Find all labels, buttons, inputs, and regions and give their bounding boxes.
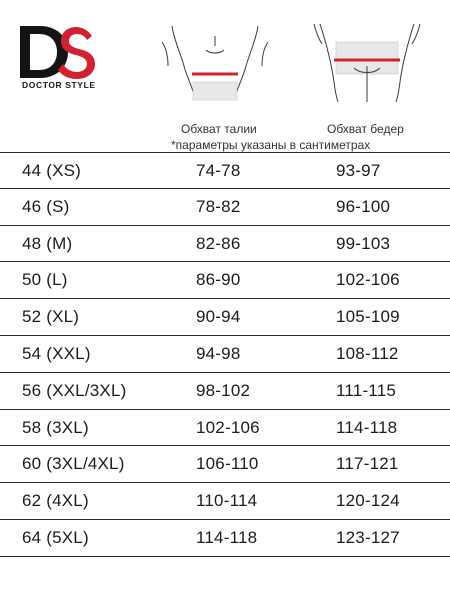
waist-measure-icon [160,22,270,102]
waist-figure [160,22,270,107]
header [0,0,450,160]
table-row [0,446,450,483]
hips-cell: 108-112 [336,343,399,363]
size-cell: 58 (3XL) [22,417,89,437]
table-row [0,299,450,336]
waist-cell: 114-118 [196,527,258,547]
waist-cell: 94-98 [196,343,241,363]
size-cell: 50 (L) [22,270,68,290]
waist-cell: 102-106 [196,417,260,437]
size-cell: 46 (S) [22,196,70,216]
hips-measure-icon [312,22,422,102]
size-cell: 62 (4XL) [22,491,89,511]
hips-column-header: Обхват бедер [327,122,404,136]
table-row [0,262,450,299]
hips-cell: 105-109 [336,307,400,327]
table-row [0,152,450,189]
size-cell: 60 (3XL/4XL) [22,454,125,474]
hips-cell: 123-127 [336,527,400,547]
waist-cell: 78-82 [196,196,241,216]
waist-cell: 74-78 [196,161,241,180]
size-cell: 64 (5XL) [22,527,89,547]
hips-cell: 102-106 [336,270,400,290]
size-cell: 54 (XXL) [22,343,91,363]
units-note: *параметры указаны в сантиметрах [171,138,371,152]
table-row [0,520,450,557]
table-row [0,189,450,226]
size-cell: 48 (M) [22,233,73,253]
ds-monogram-icon [18,24,98,80]
size-cell: 56 (XXL/3XL) [22,380,127,400]
waist-cell: 106-110 [196,454,259,474]
table-row [0,226,450,263]
hips-cell: 114-118 [336,417,398,437]
waist-cell: 110-114 [196,491,258,511]
table-row [0,483,450,520]
hips-cell: 99-103 [336,233,391,253]
table-row [0,336,450,373]
table-row [0,410,450,447]
waist-cell: 90-94 [196,307,241,327]
hips-figure [312,22,422,107]
brand-logo [18,24,98,80]
size-cell: 44 (XS) [22,161,82,180]
table-row [0,373,450,410]
waist-cell: 82-86 [196,233,241,253]
hips-cell: 96-100 [336,196,391,216]
size-table [0,152,450,557]
hips-cell: 111-115 [336,380,397,400]
waist-cell: 98-102 [196,380,251,400]
hips-cell: 120-124 [336,491,400,511]
hips-cell: 117-121 [336,454,399,474]
waist-cell: 86-90 [196,270,241,290]
hips-cell: 93-97 [336,161,381,180]
size-cell: 52 (XL) [22,307,80,327]
waist-column-header: Обхват талии [181,122,257,136]
brand-name: DOCTOR STYLE [22,80,96,90]
